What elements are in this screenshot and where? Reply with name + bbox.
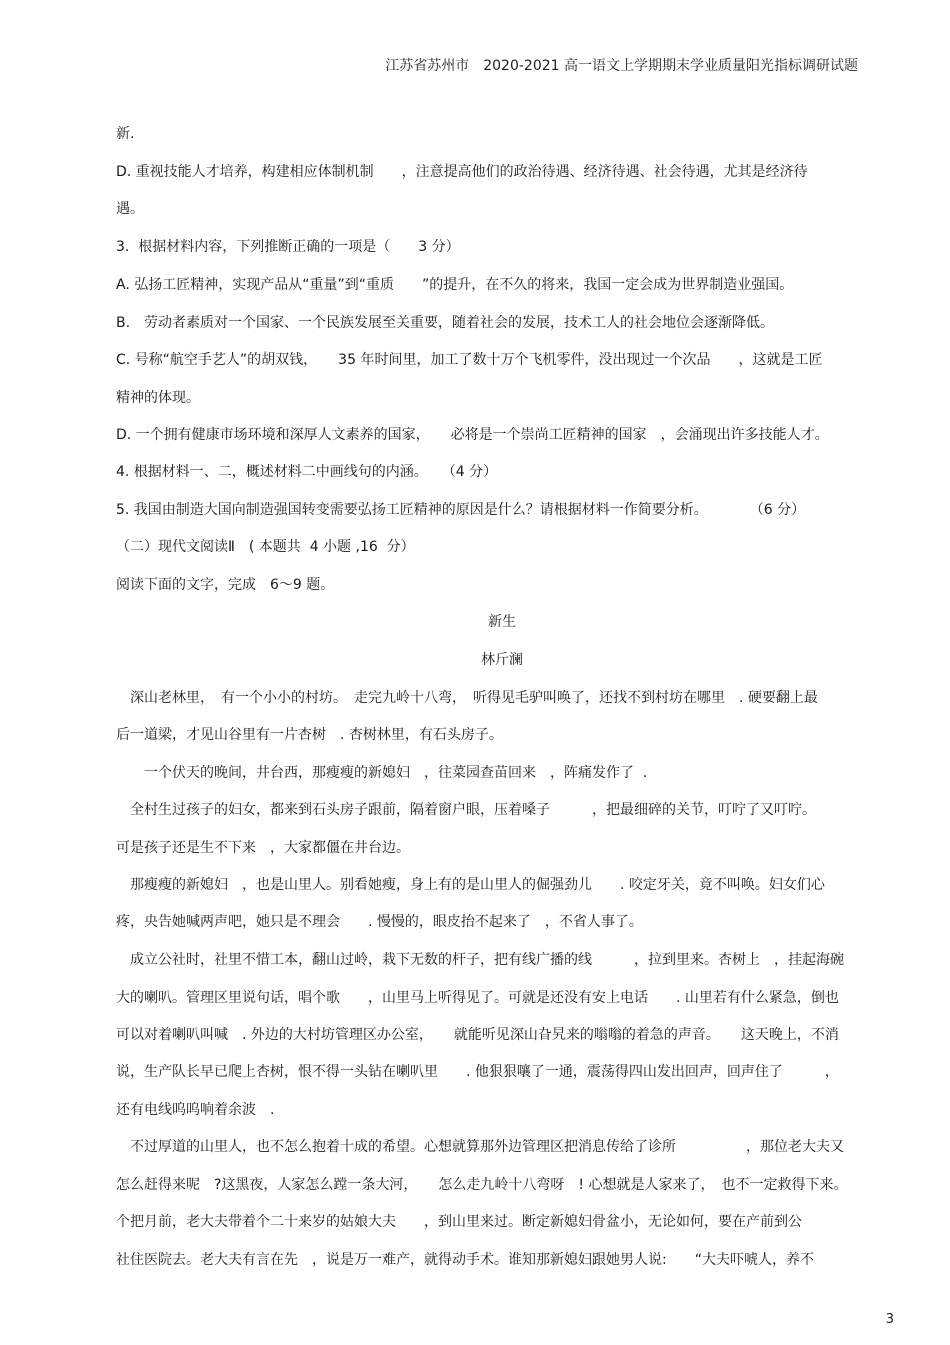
body-line: 后一道梁，才见山谷里有一片杏树 . 杏树林里，有石头房子。 <box>116 727 503 743</box>
body-line: 全村生过孩子的妇女，都来到石头房子跟前，隔着窗户眼，压着嗓子 ，把最细碎的关节，叮咛了又叮咛。 <box>116 802 816 818</box>
body-line: 还有电线呜呜响着余波 . <box>116 1102 275 1118</box>
body-line: 个把月前，老大夫带着个二十来岁的姑娘大夫 ，到山里来过。断定新媳妇骨盆小，无论如何，要在产前到公 <box>116 1214 802 1230</box>
text-line: 精神的体现。 <box>116 390 200 406</box>
section-heading: （二）现代文阅读Ⅱ ( 本题共 4 小题 ,16 分） <box>116 539 415 555</box>
body-line: 大的喇叭。管理区里说句话，唱个歌 ，山里马上听得见了。可就是还没有安上电话 . 山里若有什么紧急，倒也 <box>116 990 839 1006</box>
reading-instruction: 阅读下面的文字，完成 6～9 题。 <box>116 577 335 593</box>
article-title: 新生 <box>488 614 516 630</box>
page-number: 3 <box>885 1312 894 1327</box>
body-line: 可以对着喇叭叫喊 . 外边的大村坊管理区办公室， 就能听见深山旮旯来的嗡嗡的着急的声音。 这天晚上，不消 <box>116 1027 839 1043</box>
body-line: 那瘦瘦的新媳妇 ，也是山里人。别看她瘦，身上有的是山里人的倔强劲儿 . 咬定牙关，竟不叫唤。妇女们心 <box>116 877 825 893</box>
option-b: B. 劳动者素质对一个国家、一个民族发展至关重要，随着社会的发展，技术工人的社会地位会逐渐降低。 <box>116 315 775 331</box>
body-line: 深山老林里， 有一个小小的村坊。 走完九岭十八弯， 听得见毛驴叫唤了，还找不到村坊在哪里 . 硬要翻上最 <box>116 690 818 706</box>
body-line: 社住医院去。老大夫有言在先 ，说是万一难产，就得动手术。谁知那新媳妇跟她男人说: “大夫吓唬人，养不 <box>116 1252 814 1268</box>
body-line: 一个伏天的晚间，井台西，那瘦瘦的新媳妇 ，往菜园查苗回来 ，阵痛发作了 . <box>116 765 648 781</box>
article-author: 林斤澜 <box>481 652 523 668</box>
body-line: 不过厚道的山里人，也不怎么抱着十成的希望。心想就算那外边管理区把消息传给了诊所 ，那位老大夫又 <box>116 1139 844 1155</box>
body-line: 成立公社时，社里不惜工本，翻山过岭，栽下无数的杆子，把有线广播的线 ，拉到里来。杏树上 ，挂起海碗 <box>116 952 844 968</box>
body-line: 疼，央告她喊两声吧，她只是不理会 . 慢慢的，眼皮抬不起来了 ，不省人事了。 <box>116 914 643 930</box>
body-line: 说，生产队长早已爬上杏树，恨不得一头钻在喇叭里 . 他狠狠嚷了一通，震荡得四山发出回声，回声住了 ， <box>116 1064 839 1080</box>
question-4: 4. 根据材料一、二，概述材料二中画线句的内涵。 （4 分） <box>116 464 498 480</box>
option-a: A. 弘扬工匠精神，实现产品从“重量”到“重质 ”的提升，在不久的将来，我国一定会成为世界制造业强国。 <box>116 277 794 293</box>
option-d: D. 一个拥有健康市场环境和深厚人文素养的国家， 必将是一个崇尚工匠精神的国家 ，会涌现出许多技能人才。 <box>116 427 829 443</box>
question-5: 5. 我国由制造大国向制造强国转变需要弘扬工匠精神的原因是什么？请根据材料一作简要分析。 （6 分） <box>116 502 806 518</box>
body-line: 怎么赶得来呢 ?这黑夜，人家怎么蹚一条大河， 怎么走九岭十八弯呀 ! 心想就是人家来了， 也不一定救得下来。 <box>116 1177 848 1193</box>
option-c: C. 号称“航空手艺人”的胡双钱， 35 年时间里，加工了数十万个飞机零件，没出现过一个次品 ，这就是工匠 <box>116 352 823 368</box>
text-line: 新. <box>116 126 135 142</box>
question-3: 3. 根据材料内容，下列推断正确的一项是（ 3 分） <box>116 239 460 255</box>
text-line: D. 重视技能人才培养，构建相应体制机制 ，注意提高他们的政治待遇、经济待遇、社会待遇，尤其是经济待 <box>116 164 808 180</box>
page-header: 江苏省苏州市 2020-2021 高一语文上学期期末学业质量阳光指标调研试题 <box>385 58 858 74</box>
text-line: 遇。 <box>116 201 144 217</box>
body-line: 可是孩子还是生不下来 ，大家都僵在井台边。 <box>116 840 410 856</box>
